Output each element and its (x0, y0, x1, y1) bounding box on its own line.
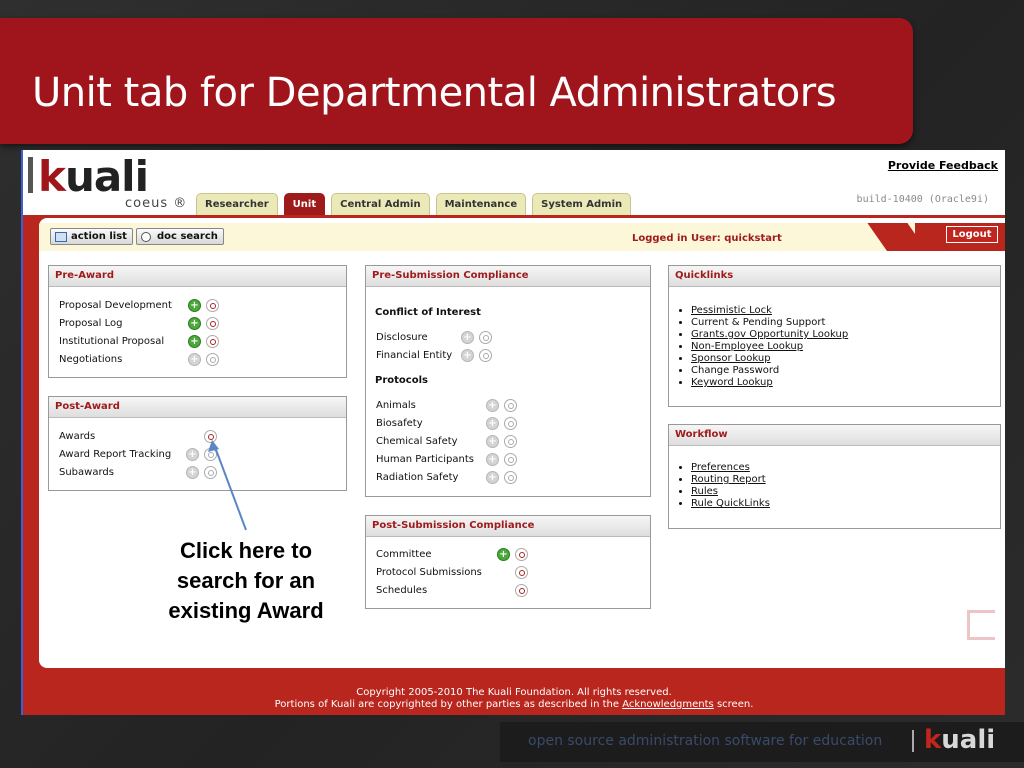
add-icon-disabled: + (186, 448, 199, 461)
acknowledgments-link[interactable]: Acknowledgments (622, 699, 714, 710)
logged-in-user: Logged in User: quickstart (632, 233, 782, 244)
quicklink-change-password: • Change Password (691, 365, 848, 377)
post-award-item: Awards (59, 431, 96, 442)
add-icon-disabled: + (486, 417, 499, 430)
pre-award-item: Institutional Proposal (59, 336, 165, 347)
section-heading: Protocols (375, 375, 428, 386)
pre-award-item: Negotiations (59, 354, 123, 365)
add-icon[interactable]: + (497, 548, 510, 561)
add-icon-disabled: + (486, 453, 499, 466)
add-icon-disabled: + (188, 353, 201, 366)
pre-award-item: Proposal Log (59, 318, 123, 329)
workflow-routing-report[interactable]: • Routing Report (691, 474, 770, 486)
slide-title: Unit tab for Departmental Administrators (32, 70, 837, 116)
protocol-item: Animals (376, 400, 416, 411)
logout-button[interactable]: Logout (946, 226, 998, 243)
panel-title: Workflow (669, 425, 1000, 446)
add-icon-disabled: + (461, 349, 474, 362)
add-icon-disabled: + (486, 399, 499, 412)
workflow-rule-quicklinks[interactable]: • Rule QuickLinks (691, 498, 770, 510)
pre-award-item: Proposal Development (59, 300, 172, 311)
footer-copyright: Copyright 2005-2010 The Kuali Foundation. All rights reserved. (356, 687, 672, 698)
tagline-kuali-logo: kuali (924, 725, 996, 755)
tab-maintenance[interactable]: Maintenance (436, 193, 527, 215)
provide-feedback-link[interactable]: Provide Feedback (887, 159, 998, 172)
panel-title: Pre-Award (49, 266, 346, 287)
logo-subtitle: coeus ® (125, 196, 188, 211)
tab-researcher[interactable]: Researcher (196, 193, 278, 215)
quicklink-pessimistic-lock[interactable]: • Pessimistic Lock (691, 305, 848, 317)
tagline-separator (912, 730, 914, 752)
add-icon-disabled: + (486, 471, 499, 484)
protocol-item: Radiation Safety (376, 472, 459, 483)
panel-title: Quicklinks (669, 266, 1000, 287)
post-submission-item: Committee (376, 549, 432, 560)
callout-text: Click here to search for an existing Award (168, 538, 324, 623)
panel-title: Post-Submission Compliance (366, 516, 650, 537)
add-icon[interactable]: + (188, 299, 201, 312)
workflow-rules[interactable]: • Rules (691, 486, 770, 498)
tab-central-admin[interactable]: Central Admin (331, 193, 429, 215)
action-list-button[interactable]: action list (50, 228, 133, 245)
protocol-item: Human Participants (376, 454, 474, 465)
add-icon[interactable]: + (188, 335, 201, 348)
tagline-text: open source administration software for education (528, 733, 883, 749)
quicklink-sponsor-lookup[interactable]: • Sponsor Lookup (691, 353, 848, 365)
post-submission-item: Protocol Submissions (376, 567, 482, 578)
coi-item: Financial Entity (376, 350, 453, 361)
quicklink-current-pending: • Current & Pending Support (691, 317, 848, 329)
logo-wordmark: kuali (38, 152, 148, 201)
quicklink-grants-gov[interactable]: • Grants.gov Opportunity Lookup (691, 329, 848, 341)
protocol-item: Chemical Safety (376, 436, 458, 447)
post-submission-item: Schedules (376, 585, 428, 596)
panel-title: Post-Award (49, 397, 346, 418)
post-award-item: Award Report Tracking (59, 449, 172, 460)
build-label: build-10400 (Oracle9i) (856, 194, 989, 205)
quicklink-non-employee[interactable]: • Non-Employee Lookup (691, 341, 848, 353)
tagline-bar (500, 722, 1024, 762)
coi-item: Disclosure (376, 332, 428, 343)
protocol-item: Biosafety (376, 418, 423, 429)
tab-system-admin[interactable]: System Admin (532, 193, 631, 215)
section-heading: Conflict of Interest (375, 307, 481, 318)
quicklink-keyword-lookup[interactable]: • Keyword Lookup (691, 377, 848, 389)
add-icon-disabled: + (186, 466, 199, 479)
add-icon-disabled: + (486, 435, 499, 448)
post-award-item: Subawards (59, 467, 114, 478)
footer-portions: Portions of Kuali are copyrighted by other parties as described in the Acknowledgments screen. (274, 699, 754, 710)
add-icon-disabled: + (461, 331, 474, 344)
workflow-preferences[interactable]: • Preferences (691, 462, 770, 474)
doc-search-button[interactable]: doc search (136, 228, 224, 245)
panel-title: Pre-Submission Compliance (366, 266, 650, 287)
tab-unit[interactable]: Unit (284, 193, 325, 215)
add-icon[interactable]: + (188, 317, 201, 330)
